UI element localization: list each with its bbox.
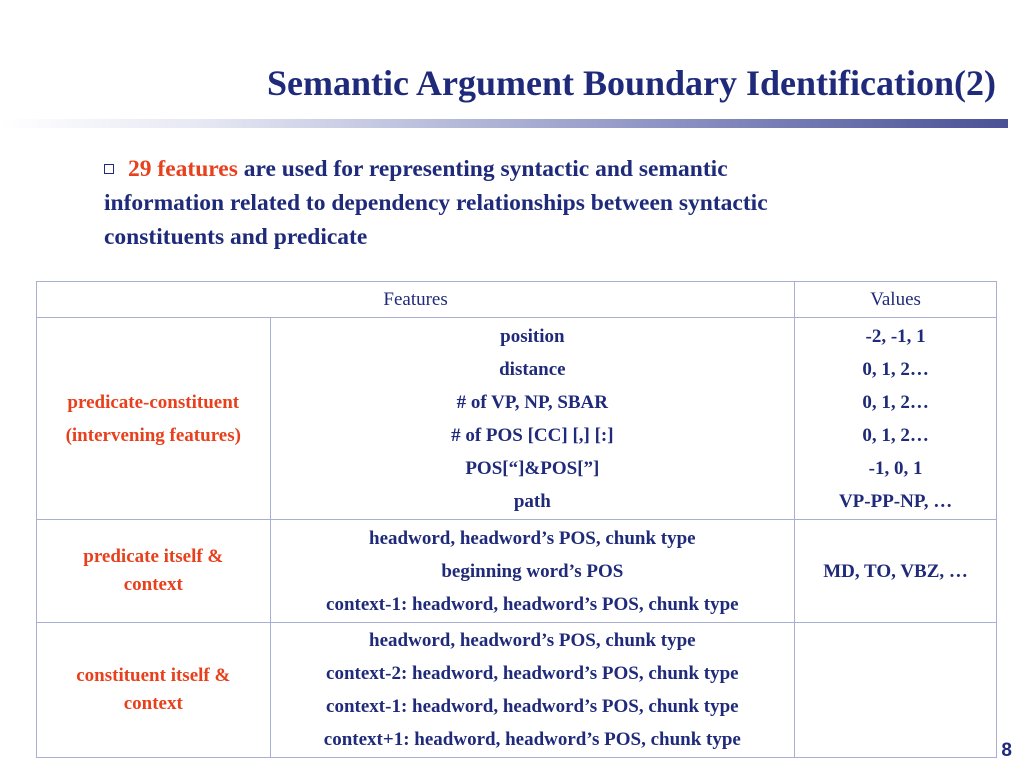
table-header-row — [37, 282, 997, 318]
features-cell — [270, 520, 795, 623]
table-row — [37, 520, 997, 623]
slide-title: Semantic Argument Boundary Identification(2) — [267, 63, 996, 103]
value-item: -1, 0, 1 — [868, 457, 923, 479]
bullet-text-line-1: are used for representing syntactic and semantic — [237, 156, 728, 182]
bullet-paragraph — [104, 152, 924, 254]
value-item: 0, 1, 2… — [862, 358, 929, 380]
table-row — [37, 318, 997, 520]
values-cell-empty — [795, 623, 997, 758]
category-line: context — [123, 574, 183, 595]
value-item: MD, TO, VBZ, … — [823, 560, 968, 582]
header-features: Features — [37, 282, 795, 318]
feature-item: POS[“]&POS[”] — [465, 457, 600, 479]
category-line: predicate-constituent — [67, 391, 240, 413]
features-cell — [270, 623, 795, 758]
category-line: constituent itself & — [76, 665, 231, 686]
feature-item: distance — [499, 358, 566, 380]
category-line: (intervening features) — [65, 424, 241, 446]
square-bullet-icon — [104, 164, 114, 174]
feature-item: # of POS [CC] [,] [:] — [451, 424, 614, 446]
feature-item: context-1: headword, headword’s POS, chunk type — [326, 593, 739, 615]
category-cell — [37, 623, 271, 758]
table-row — [37, 623, 997, 758]
feature-item: path — [513, 490, 551, 512]
value-item: 0, 1, 2… — [862, 391, 929, 413]
page-number: 8 — [1001, 740, 1012, 761]
bullet-text-line-2: information related to dependency relationships between syntactic — [104, 190, 768, 216]
values-cell — [795, 520, 997, 623]
feature-item: beginning word’s POS — [441, 560, 624, 582]
feature-item: context+1: headword, headword’s POS, chunk type — [323, 729, 741, 750]
category-line: predicate itself & — [83, 546, 224, 567]
category-cell — [37, 520, 271, 623]
features-table — [36, 281, 997, 758]
feature-item: context-1: headword, headword’s POS, chunk type — [326, 696, 739, 717]
features-cell — [270, 318, 795, 520]
bullet-text-line-3: constituents and predicate — [104, 224, 368, 250]
feature-item: context-2: headword, headword’s POS, chunk type — [326, 663, 739, 684]
feature-item: headword, headword’s POS, chunk type — [369, 527, 696, 549]
title-underline — [0, 119, 1008, 128]
value-item: 0, 1, 2… — [862, 424, 929, 446]
feature-item: # of VP, NP, SBAR — [456, 391, 609, 413]
value-item: VP-PP-NP, … — [838, 490, 953, 512]
category-cell — [37, 318, 271, 520]
header-values: Values — [795, 282, 997, 318]
category-line: context — [123, 693, 183, 714]
value-item: -2, -1, 1 — [865, 325, 926, 347]
bullet-highlight: 29 features — [128, 156, 238, 182]
feature-item: position — [500, 325, 565, 347]
feature-item: headword, headword’s POS, chunk type — [369, 630, 696, 651]
values-cell — [795, 318, 997, 520]
